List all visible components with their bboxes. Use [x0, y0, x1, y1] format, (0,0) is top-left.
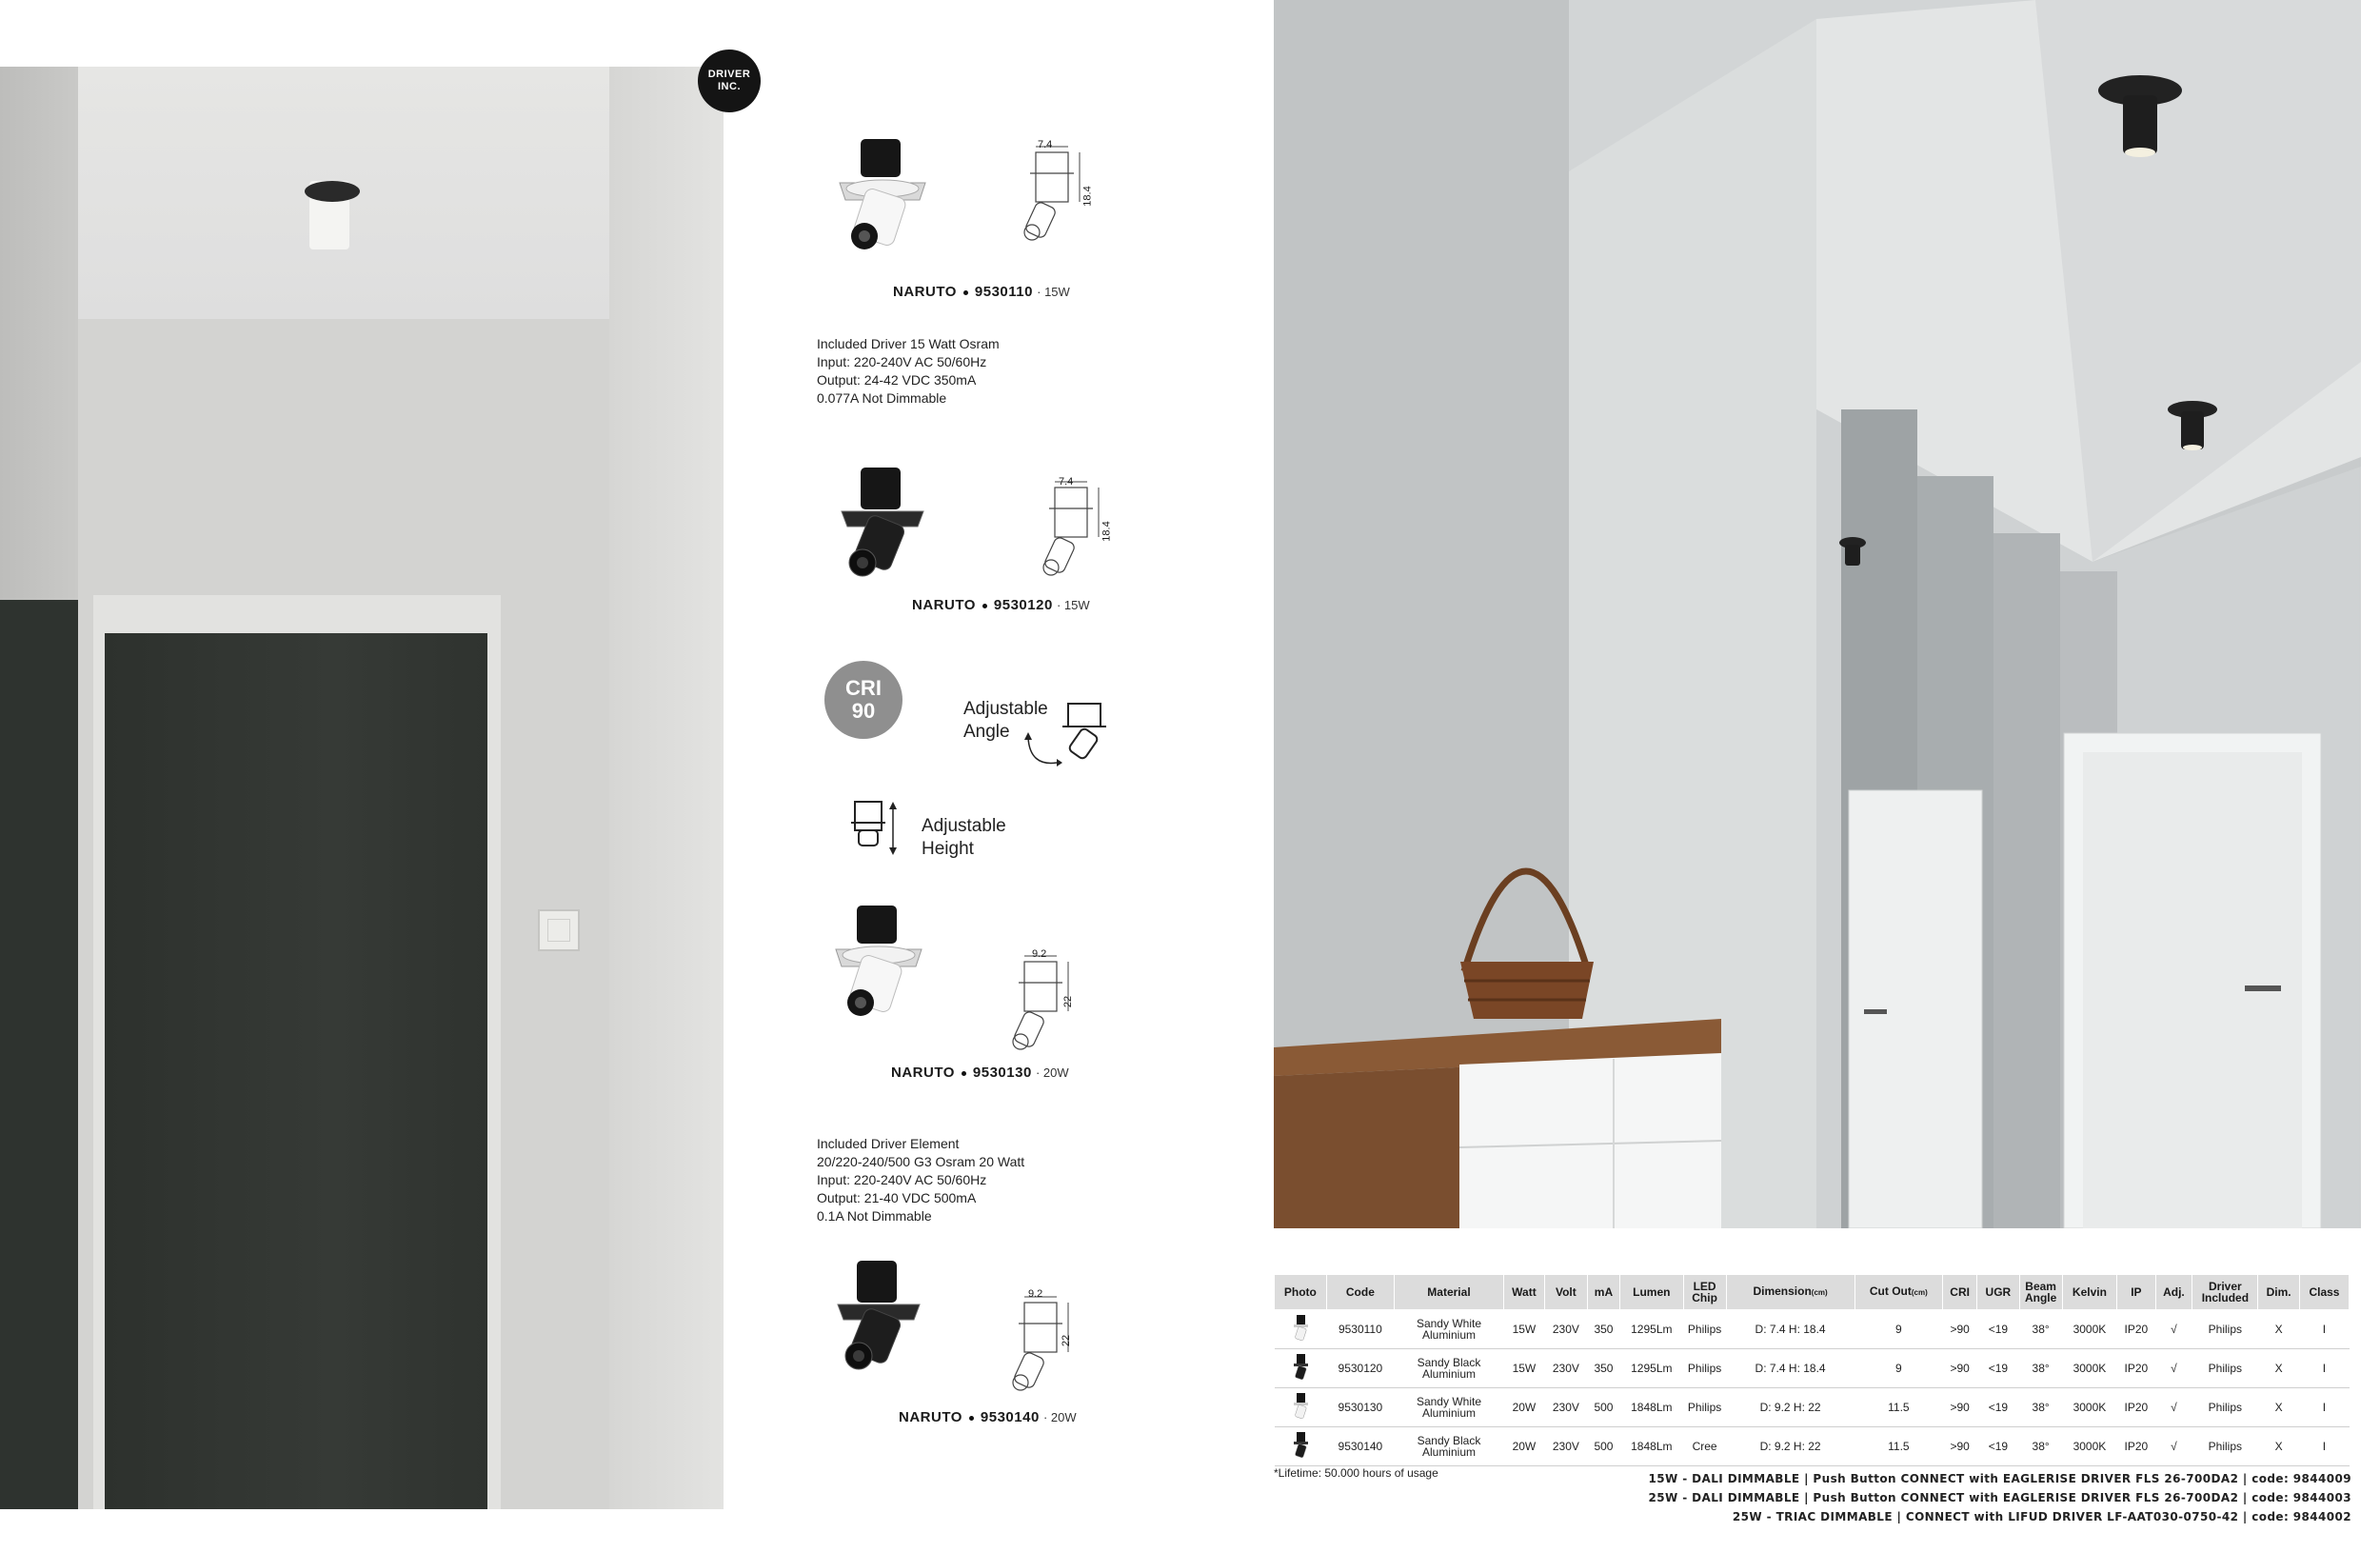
material-line: Aluminium [1421, 1367, 1476, 1381]
driver-included-badge [698, 50, 761, 112]
class-cell: I [2299, 1349, 2349, 1388]
mirror-panel [0, 600, 78, 1509]
photo-cell [1275, 1310, 1327, 1349]
driver-info-line: Included Driver 15 Watt Osram [817, 336, 1000, 351]
material-line: Aluminium [1421, 1328, 1476, 1342]
dim-cell: X [2258, 1349, 2300, 1388]
col-header: Code [1326, 1275, 1394, 1310]
class-cell: I [2299, 1310, 2349, 1349]
driver-info-line: Input: 220-240V AC 50/60Hz [817, 1172, 987, 1187]
right-wall [609, 67, 724, 1509]
product-caption [891, 1065, 1069, 1081]
driver-option-line: 15W - DALI DIMMABLE | Push Button CONNECT with EAGLERISE DRIVER FLS 26-700DA2 | code: 9844009 [1648, 1472, 2351, 1485]
col-header: CRI [1943, 1275, 1977, 1310]
cri-cell: >90 [1943, 1388, 1977, 1427]
driver-option-line: 25W - TRIAC DIMMABLE | CONNECT with LIFUD DRIVER LF-AAT030-0750-42 | code: 9844002 [1732, 1510, 2351, 1523]
cutout-cell: 11.5 [1854, 1427, 1943, 1466]
material-cell [1394, 1349, 1503, 1388]
interior-photo-left [0, 67, 724, 1509]
dimension-cell: D: 9.2 H: 22 [1726, 1427, 1854, 1466]
chip-cell: Philips [1683, 1388, 1726, 1427]
ip-cell: IP20 [2117, 1388, 2155, 1427]
light-switch-rocker [547, 919, 570, 942]
adj-cell: √ [2155, 1388, 2192, 1427]
watt-cell: 15W [1503, 1310, 1544, 1349]
feature-line: Adjustable [922, 816, 1006, 836]
adjustable-angle-icon [1019, 700, 1114, 776]
bullet-dot [969, 1416, 974, 1421]
driver-cell: Philips [2192, 1310, 2258, 1349]
table-row [1275, 1388, 2350, 1427]
col-header: Class [2299, 1275, 2349, 1310]
col-header: Material [1394, 1275, 1503, 1310]
product-watt: · 20W [1035, 1065, 1069, 1080]
code-cell: 9530110 [1326, 1310, 1394, 1349]
adj-cell: √ [2155, 1310, 2192, 1349]
material-line: Sandy Black [1417, 1356, 1481, 1369]
table-row [1275, 1427, 2350, 1466]
specification-table [1274, 1274, 2350, 1466]
product-watt: · 20W [1042, 1410, 1077, 1424]
beam-cell: 38° [2019, 1427, 2062, 1466]
cutout-cell: 9 [1854, 1349, 1943, 1388]
material-line: Sandy White [1416, 1317, 1481, 1330]
product-caption [912, 597, 1090, 613]
lifetime-note: *Lifetime: 50.000 hours of usage [1274, 1466, 1438, 1480]
ip-cell: IP20 [2117, 1427, 2155, 1466]
product-watt: · 15W [1037, 285, 1070, 299]
product-name: NARUTO [899, 1409, 962, 1425]
photo-cell [1275, 1427, 1327, 1466]
product-name: NARUTO [912, 597, 976, 613]
cutout-cell: 9 [1854, 1310, 1943, 1349]
col-header: Volt [1544, 1275, 1587, 1310]
col-header: Photo [1275, 1275, 1327, 1310]
driver-info-line: 20/220-240/500 G3 Osram 20 Watt [817, 1154, 1025, 1169]
col-header: mA [1587, 1275, 1619, 1310]
badge-line-2: INC. [718, 81, 741, 92]
driver-cell: Philips [2192, 1427, 2258, 1466]
lumen-cell: 1848Lm [1620, 1427, 1684, 1466]
volt-cell: 230V [1544, 1388, 1587, 1427]
driver-info-line: Output: 21-40 VDC 500mA [817, 1190, 977, 1205]
dim-cell: X [2258, 1427, 2300, 1466]
table-row [1275, 1349, 2350, 1388]
product-code: 9530110 [974, 284, 1033, 300]
product-photo-9530140 [828, 1255, 933, 1379]
driver-info-line: 0.1A Not Dimmable [817, 1208, 932, 1224]
material-line: Aluminium [1421, 1406, 1476, 1420]
col-header: Dimension [1753, 1284, 1812, 1298]
ugr-cell: <19 [1977, 1388, 2019, 1427]
dimension-cell: D: 7.4 H: 18.4 [1726, 1349, 1854, 1388]
ma-cell: 350 [1587, 1310, 1619, 1349]
col-header: Beam Angle [2019, 1275, 2062, 1310]
col-header: UGR [1977, 1275, 2019, 1310]
watt-cell: 20W [1503, 1427, 1544, 1466]
technical-drawing-9530140 [996, 1291, 1091, 1405]
material-cell [1394, 1310, 1503, 1349]
col-header-cutout [1854, 1275, 1943, 1310]
bullet-dot [982, 604, 987, 608]
driver-info-line: Included Driver Element [817, 1136, 960, 1151]
kelvin-cell: 3000K [2062, 1388, 2117, 1427]
product-caption [893, 284, 1070, 300]
volt-cell: 230V [1544, 1349, 1587, 1388]
material-cell [1394, 1388, 1503, 1427]
dim-cell: X [2258, 1388, 2300, 1427]
beam-cell: 38° [2019, 1310, 2062, 1349]
product-photo-9530130 [828, 900, 933, 1024]
volt-cell: 230V [1544, 1427, 1587, 1466]
product-thumbnail [1292, 1431, 1309, 1460]
ugr-cell: <19 [1977, 1427, 2019, 1466]
product-photo-9530110 [832, 133, 937, 257]
photo-cell [1275, 1349, 1327, 1388]
class-cell: I [2299, 1427, 2349, 1466]
col-header: Lumen [1620, 1275, 1684, 1310]
dim-width-label: 9.2 [1032, 948, 1047, 960]
lumen-cell: 1848Lm [1620, 1388, 1684, 1427]
col-header: Driver Included [2192, 1275, 2258, 1310]
col-header: Dim. [2258, 1275, 2300, 1310]
dim-height-label: 22 [1062, 995, 1075, 1008]
dim-width-label: 9.2 [1028, 1288, 1043, 1300]
adj-cell: √ [2155, 1427, 2192, 1466]
cri-cell: >90 [1943, 1310, 1977, 1349]
volt-cell: 230V [1544, 1310, 1587, 1349]
product-code: 9530130 [972, 1065, 1032, 1081]
product-watt: · 15W [1056, 598, 1090, 612]
driver-info-block-2 [817, 1135, 1024, 1225]
product-photo-9530120 [832, 462, 937, 586]
material-line: Sandy White [1416, 1395, 1481, 1408]
material-line: Sandy Black [1417, 1434, 1481, 1447]
dim-cell: X [2258, 1310, 2300, 1349]
chip-cell: Philips [1683, 1349, 1726, 1388]
col-header: IP [2117, 1275, 2155, 1310]
product-name: NARUTO [891, 1065, 955, 1081]
product-code: 9530120 [993, 597, 1053, 613]
cri-cell: >90 [1943, 1349, 1977, 1388]
ma-cell: 500 [1587, 1388, 1619, 1427]
driver-info-line: Output: 24-42 VDC 350mA [817, 372, 977, 388]
spotlight-ring [305, 181, 360, 202]
dimmable-driver-options [1649, 1469, 2352, 1526]
cutout-cell: 11.5 [1854, 1388, 1943, 1427]
technical-drawing-9530130 [996, 950, 1091, 1065]
ugr-cell: <19 [1977, 1349, 2019, 1388]
ip-cell: IP20 [2117, 1310, 2155, 1349]
product-name: NARUTO [893, 284, 957, 300]
col-header: Adj. [2155, 1275, 2192, 1310]
code-cell: 9530130 [1326, 1388, 1394, 1427]
driver-info-line: 0.077A Not Dimmable [817, 390, 947, 406]
table-header-row [1275, 1275, 2350, 1310]
table-row [1275, 1310, 2350, 1349]
col-header-dimension [1726, 1275, 1854, 1310]
interior-photo-right [1274, 0, 2361, 1228]
driver-cell: Philips [2192, 1349, 2258, 1388]
unit-label: (cm) [1811, 1288, 1828, 1297]
dark-door [105, 633, 487, 1509]
badge-line-1: DRIVER [707, 69, 751, 80]
code-cell: 9530140 [1326, 1427, 1394, 1466]
material-line: Aluminium [1421, 1445, 1476, 1459]
ma-cell: 500 [1587, 1427, 1619, 1466]
dimension-cell: D: 9.2 H: 22 [1726, 1388, 1854, 1427]
beam-cell: 38° [2019, 1388, 2062, 1427]
feature-line: Height [922, 839, 974, 859]
ip-cell: IP20 [2117, 1349, 2155, 1388]
feature-line: Adjustable [963, 699, 1048, 719]
class-cell: I [2299, 1388, 2349, 1427]
photo-cell [1275, 1388, 1327, 1427]
col-header: Cut Out [1869, 1284, 1912, 1298]
product-thumbnail [1292, 1392, 1309, 1421]
kelvin-cell: 3000K [2062, 1349, 2117, 1388]
bullet-dot [963, 290, 968, 295]
feature-line: Angle [963, 722, 1010, 742]
driver-option-line: 25W - DALI DIMMABLE | Push Button CONNECT with EAGLERISE DRIVER FLS 26-700DA2 | code: 9844003 [1648, 1491, 2351, 1504]
kelvin-cell: 3000K [2062, 1310, 2117, 1349]
dim-height-label: 18.4 [1081, 186, 1094, 207]
material-cell [1394, 1427, 1503, 1466]
watt-cell: 15W [1503, 1349, 1544, 1388]
cri-label: CRI [845, 676, 882, 700]
chip-cell: Philips [1683, 1310, 1726, 1349]
kelvin-cell: 3000K [2062, 1427, 2117, 1466]
code-cell: 9530120 [1326, 1349, 1394, 1388]
adj-cell: √ [2155, 1349, 2192, 1388]
product-thumbnail [1292, 1353, 1309, 1382]
cri-value: 90 [851, 699, 876, 723]
dim-height-label: 22 [1061, 1334, 1073, 1347]
unit-label: (cm) [1911, 1288, 1928, 1297]
driver-info-line: Input: 220-240V AC 50/60Hz [817, 354, 987, 369]
dim-width-label: 7.4 [1038, 139, 1053, 150]
adjustable-height-label [922, 815, 1006, 861]
product-caption [899, 1409, 1077, 1425]
cri-badge [824, 661, 902, 739]
col-header: Watt [1503, 1275, 1544, 1310]
lumen-cell: 1295Lm [1620, 1349, 1684, 1388]
cri-cell: >90 [1943, 1427, 1977, 1466]
col-header: LED Chip [1683, 1275, 1726, 1310]
chip-cell: Cree [1683, 1427, 1726, 1466]
beam-cell: 38° [2019, 1349, 2062, 1388]
bullet-dot [962, 1071, 966, 1076]
watt-cell: 20W [1503, 1388, 1544, 1427]
dim-height-label: 18.4 [1101, 521, 1113, 542]
driver-info-block-1 [817, 335, 1000, 408]
dim-width-label: 7.4 [1059, 476, 1074, 488]
dimension-cell: D: 7.4 H: 18.4 [1726, 1310, 1854, 1349]
ugr-cell: <19 [1977, 1310, 2019, 1349]
adjustable-height-icon [851, 798, 899, 855]
driver-cell: Philips [2192, 1388, 2258, 1427]
lumen-cell: 1295Lm [1620, 1310, 1684, 1349]
col-header: Kelvin [2062, 1275, 2117, 1310]
product-thumbnail [1292, 1314, 1309, 1343]
product-code: 9530140 [980, 1409, 1040, 1425]
ma-cell: 350 [1587, 1349, 1619, 1388]
